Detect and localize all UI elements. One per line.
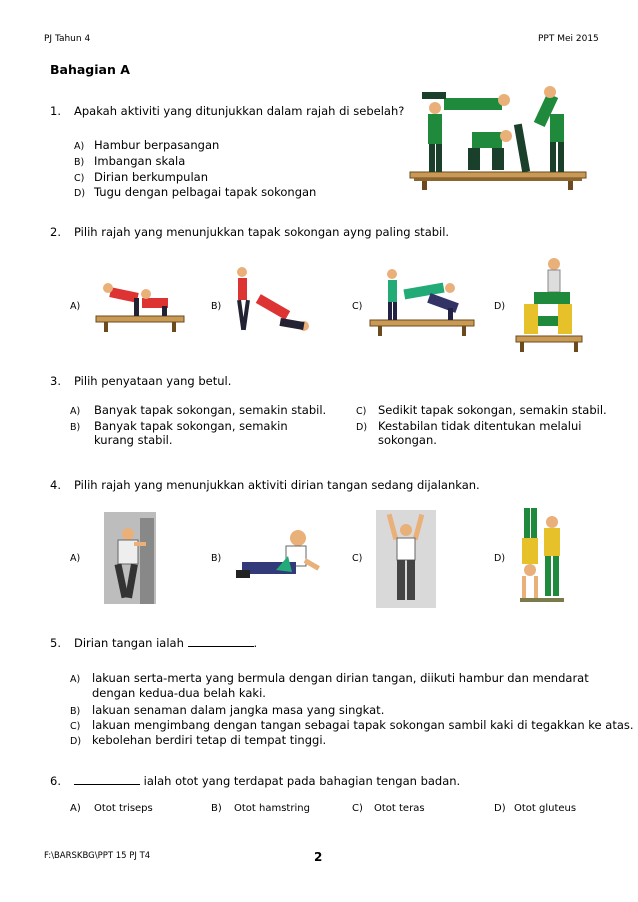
q2-option-a-label: A) <box>70 301 81 312</box>
human-pyramid-illustration <box>400 84 590 190</box>
q5-option-a-label: A) <box>70 674 81 685</box>
q3-option-b-text-1: Banyak tapak sokongan, semakin <box>94 419 288 433</box>
q5-option-c-label: C) <box>70 721 81 732</box>
q1-option-label: A) <box>74 141 85 152</box>
q2-option-d-illustration[interactable] <box>514 256 584 352</box>
q5-option-c-text: lakuan mengimbang dengan tangan sebagai tapak sokongan sambil kaki di tegakkan ke atas. <box>92 718 634 732</box>
q3-option-c-label: C) <box>356 406 367 417</box>
q2-text: Pilih rajah yang menunjukkan tapak sokongan ayng paling stabil. <box>74 225 450 239</box>
header-right: PPT Mei 2015 <box>538 34 599 44</box>
q3-option-b-text-2: kurang stabil. <box>94 433 173 447</box>
q1-option-label: C) <box>74 173 85 184</box>
section-title: Bahagian A <box>50 62 130 77</box>
q3-option-d-label: D) <box>356 422 368 433</box>
q5-option-b-label: B) <box>70 706 81 717</box>
q1-option-text: Tugu dengan pelbagai tapak sokongan <box>94 185 317 199</box>
q5-option-d-label: D) <box>70 736 82 747</box>
q1-option-text: Imbangan skala <box>94 154 186 168</box>
q6-option-label: C) <box>352 803 363 814</box>
q2-option-a-illustration[interactable] <box>94 276 186 334</box>
q2-option-c-label: C) <box>352 301 363 312</box>
q6-option-label: B) <box>211 803 222 814</box>
q3-option-a-text: Banyak tapak sokongan, semakin stabil. <box>94 403 327 417</box>
q4-text: Pilih rajah yang menunjukkan aktiviti dirian tangan sedang dijalankan. <box>74 478 480 492</box>
q5-option-a-text-2: dengan kedua-dua belah kaki. <box>92 686 266 700</box>
q3-number: 3. <box>50 374 61 388</box>
q4-option-a-label: A) <box>70 553 81 564</box>
q5-text-wrap: Dirian tangan ialah . <box>74 636 258 650</box>
q2-option-c-illustration[interactable] <box>368 264 478 336</box>
q6-option-label: A) <box>70 803 81 814</box>
q4-option-c-illustration[interactable] <box>376 510 436 608</box>
q2-number: 2. <box>50 225 61 239</box>
q1-option-text: Hambur berpasangan <box>94 138 220 152</box>
q5-option-d-text: kebolehan berdiri tetap di tempat tinggi. <box>92 733 327 747</box>
q1-number: 1. <box>50 104 61 118</box>
q4-number: 4. <box>50 478 61 492</box>
q5-option-a-text-1: lakuan serta-merta yang bermula dengan dirian tangan, diikuti hambur dan mendarat <box>92 671 589 685</box>
q3-option-d-text-2: sokongan. <box>378 433 437 447</box>
q4-option-a-illustration[interactable] <box>104 512 156 604</box>
q4-option-d-illustration[interactable] <box>518 506 566 610</box>
q4-option-d-label: D) <box>494 553 506 564</box>
q6-text-wrap <box>74 774 460 788</box>
q1-option-text: Dirian berkumpulan <box>94 170 208 184</box>
q6-text: ialah otot yang terdapat pada bahagian tengan badan. <box>143 774 461 788</box>
q6-option-label: D) <box>494 803 506 814</box>
q4-option-b-label: B) <box>211 553 222 564</box>
q6-option-text: Otot triseps <box>94 803 153 814</box>
q2-option-b-label: B) <box>211 301 222 312</box>
q3-option-d-text-1: Kestabilan tidak ditentukan melalui <box>378 419 582 433</box>
footer-path: F:\BARSKBG\PPT 15 PJ T4 <box>44 851 151 861</box>
q5-option-b-text: lakuan senaman dalam jangka masa yang singkat. <box>92 703 385 717</box>
q6-option-text: Otot teras <box>374 803 425 814</box>
q5-answer-blank[interactable] <box>188 636 254 647</box>
q3-option-a-label: A) <box>70 406 81 417</box>
q5-text: Dirian tangan ialah <box>74 636 184 650</box>
q3-text: Pilih penyataan yang betul. <box>74 374 232 388</box>
page-number: 2 <box>314 850 323 864</box>
q3-option-c-text: Sedikit tapak sokongan, semakin stabil. <box>378 403 607 417</box>
q1-option-label: D) <box>74 188 86 199</box>
q4-option-b-illustration[interactable] <box>232 526 324 588</box>
q1-text: Apakah aktiviti yang ditunjukkan dalam rajah di sebelah? <box>74 104 405 118</box>
q6-option-text: Otot hamstring <box>234 803 310 814</box>
q3-option-b-label: B) <box>70 422 81 433</box>
q6-number: 6. <box>50 774 61 788</box>
q6-option-text: Otot gluteus <box>514 803 577 814</box>
q2-option-d-label: D) <box>494 301 506 312</box>
q2-option-b-illustration[interactable] <box>230 264 322 340</box>
header-left: PJ Tahun 4 <box>44 34 91 44</box>
q1-option-label: B) <box>74 157 85 168</box>
q4-option-c-label: C) <box>352 553 363 564</box>
q5-number: 5. <box>50 636 61 650</box>
q6-answer-blank[interactable] <box>74 774 140 785</box>
